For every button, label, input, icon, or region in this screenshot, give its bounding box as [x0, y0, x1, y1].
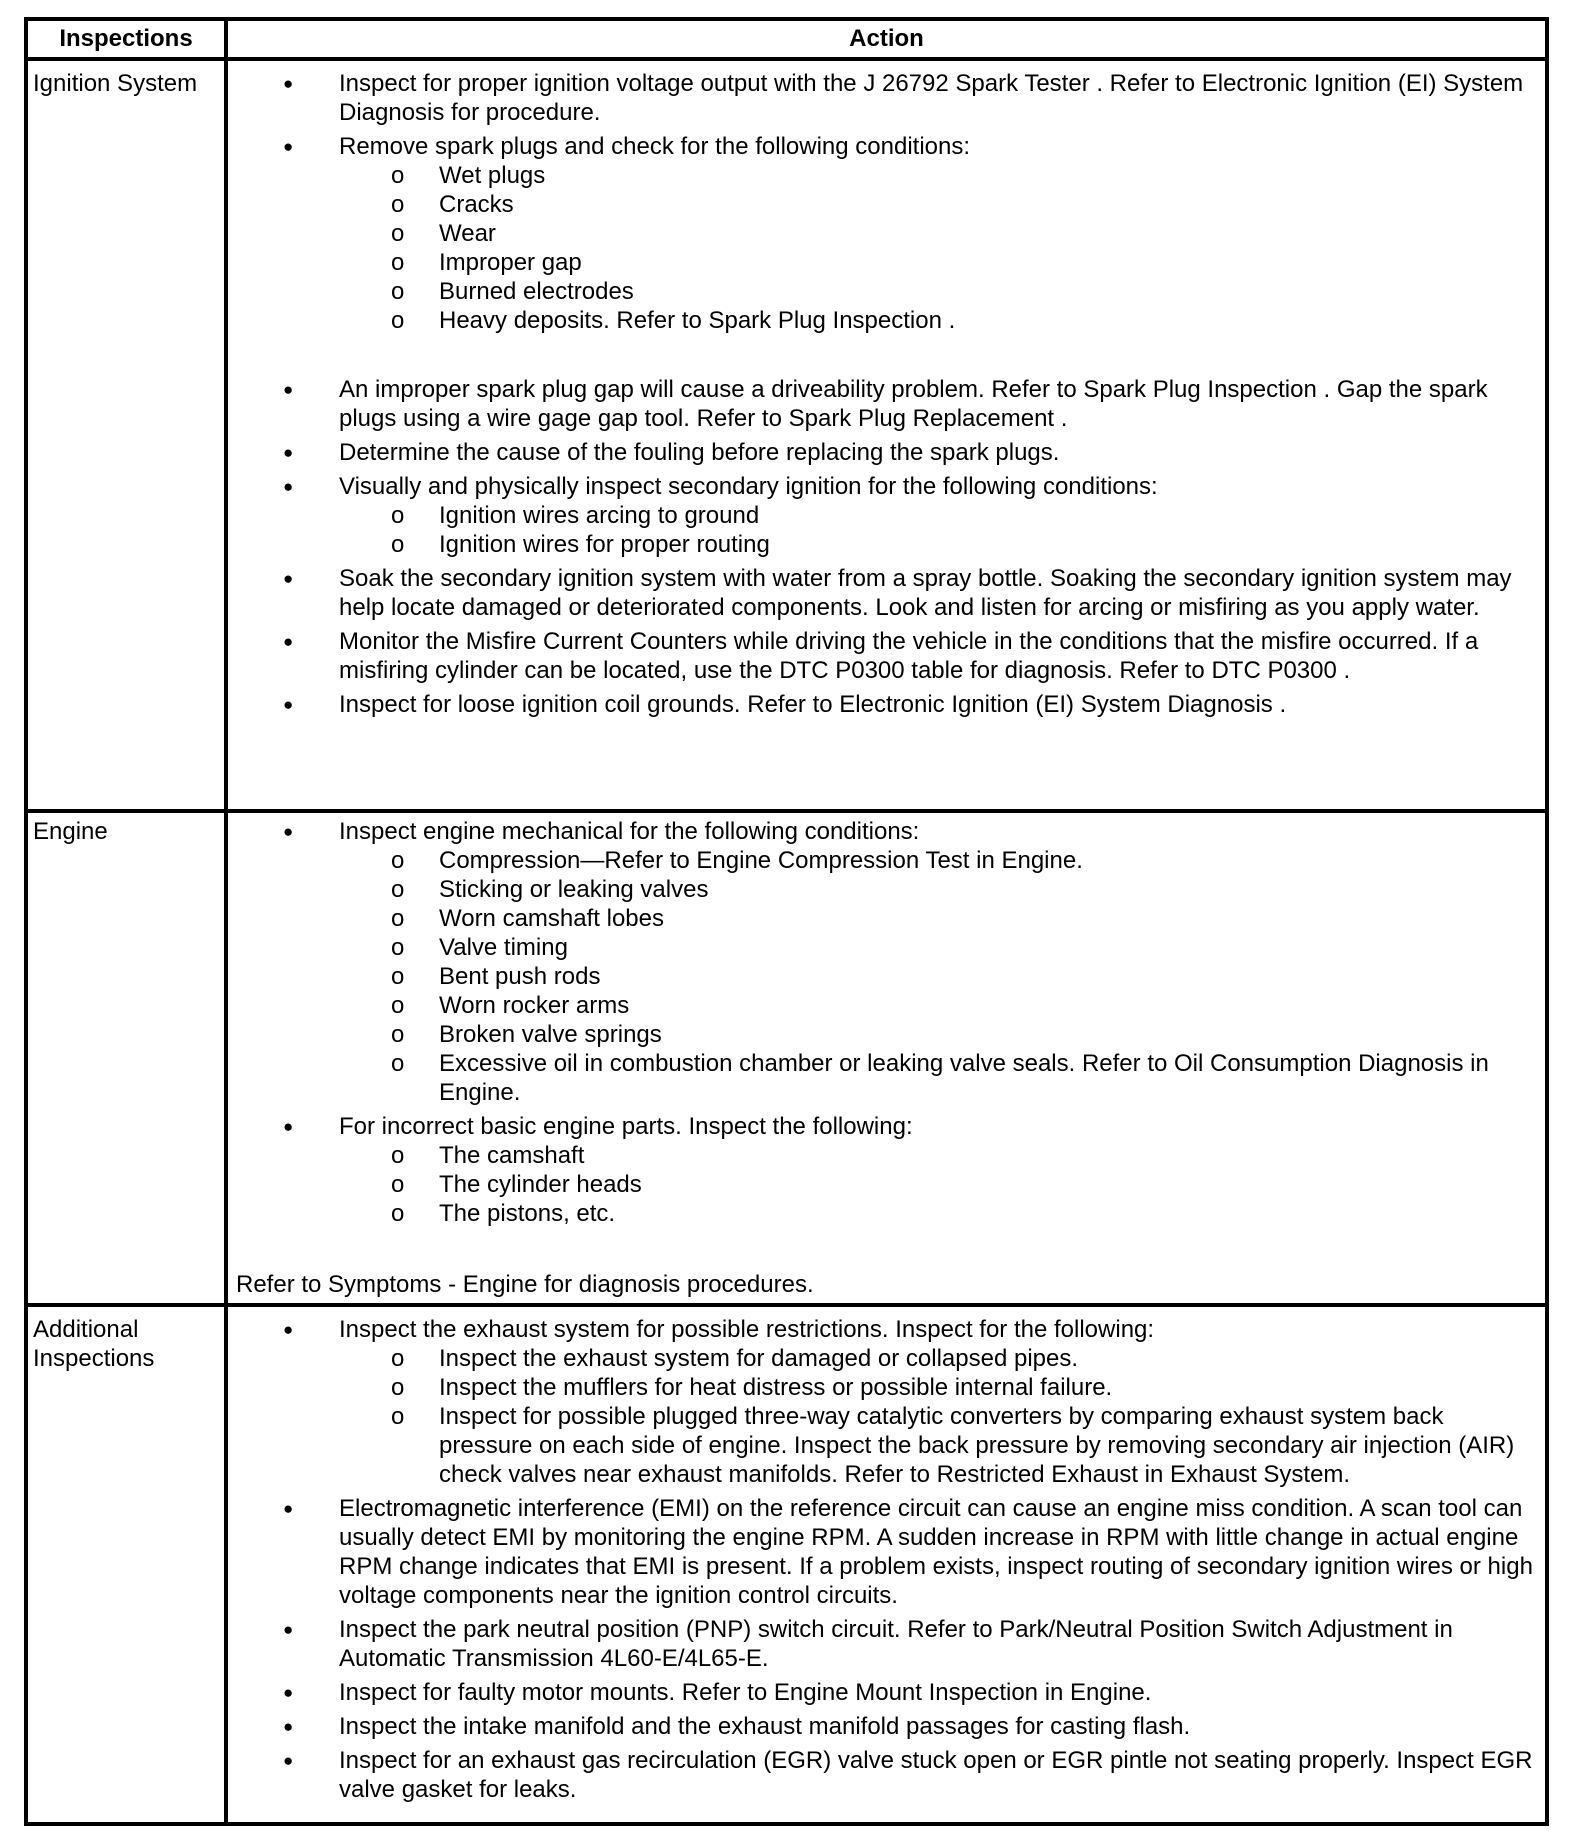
action-cell: [228, 1315, 1545, 1809]
bullet-text: Inspect for loose ignition coil grounds. Refer to Electronic Ignition (EI) System Diagnosis .: [339, 691, 1287, 718]
sub-item: o Ignition wires for proper routing: [339, 530, 1541, 559]
sub-item: o Valve timing: [339, 933, 1541, 962]
table-row-engine: [28, 809, 1545, 1307]
sub-item: o The pistons, etc.: [339, 1199, 1541, 1228]
bullet-text: Visually and physically inspect secondary ignition for the following conditions:: [339, 473, 1158, 500]
bullet-item: [228, 690, 1545, 719]
bullet-text: Remove spark plugs and check for the following conditions:: [339, 133, 971, 160]
sub-list: [339, 1344, 1541, 1489]
bullet-item: [228, 375, 1545, 433]
bullet-item: [228, 627, 1545, 685]
bullet-item: [228, 438, 1545, 467]
sub-item: o Wear: [339, 219, 1541, 248]
bullet-text: Monitor the Misfire Current Counters while driving the vehicle in the conditions that the misfire occurred. If a misfiring cylinder can be located, use the DTC P0300 table for diagnosis. Refer to DTC P0300 .: [339, 628, 1479, 684]
bullet-item: [228, 564, 1545, 622]
inspections-table: [24, 17, 1549, 1826]
sub-item: o The cylinder heads: [339, 1170, 1541, 1199]
sub-item: o Improper gap: [339, 248, 1541, 277]
bullet-text: Soak the secondary ignition system with water from a spray bottle. Soaking the secondary ignition system may help locate damaged or deteriorated components. Look and listen for arcing or misfiring as you apply water.: [339, 565, 1512, 621]
sub-item: o Heavy deposits. Refer to Spark Plug Inspection .: [339, 306, 1541, 335]
header-action: Action: [849, 25, 924, 52]
sub-item: o Excessive oil in combustion chamber or leaking valve seals. Refer to Oil Consumption Diagnosis in Engine.: [339, 1049, 1541, 1107]
bullet-text: Inspect engine mechanical for the following conditions:: [339, 818, 920, 845]
table-header-row: [28, 21, 1545, 57]
bullet-item: [228, 1315, 1545, 1489]
sub-item: o Wet plugs: [339, 161, 1541, 190]
bullet-text: Electromagnetic interference (EMI) on the reference circuit can cause an engine miss condition. A scan tool can usually detect EMI by monitoring the engine RPM. A sudden increase in RPM with little change in actual engine RPM change indicates that EMI is present. If a problem exists, inspect routing of secondary ignition wires or high voltage components near the ignition control circuits.: [339, 1495, 1533, 1609]
bullet-list: [228, 1315, 1545, 1804]
sub-item: o Bent push rods: [339, 962, 1541, 991]
sub-item: o Burned electrodes: [339, 277, 1541, 306]
sub-item: o Compression—Refer to Engine Compression Test in Engine.: [339, 846, 1541, 875]
bullet-text: Inspect the intake manifold and the exhaust manifold passages for casting flash.: [339, 1713, 1191, 1740]
bullet-item: [228, 1712, 1545, 1741]
table-row-additional-inspections: [28, 1303, 1545, 1826]
bullet-item: [228, 1494, 1545, 1610]
action-cell: [228, 69, 1545, 724]
row-note: Refer to Symptoms - Engine for diagnosis procedures.: [236, 1271, 814, 1298]
bullet-item: [228, 1678, 1545, 1707]
row-label: Additional Inspections: [33, 1316, 155, 1372]
row-label: Engine: [33, 818, 108, 845]
bullet-text: Inspect for proper ignition voltage output with the J 26792 Spark Tester . Refer to Electronic Ignition (EI) System Diagnosis for procedure.: [339, 70, 1524, 126]
sub-item: o The camshaft: [339, 1141, 1541, 1170]
sub-item: o Worn rocker arms: [339, 991, 1541, 1020]
bullet-item: [228, 472, 1545, 559]
sub-item: o Broken valve springs: [339, 1020, 1541, 1049]
bullet-text: For incorrect basic engine parts. Inspect the following:: [339, 1113, 913, 1140]
bullet-item: [228, 1746, 1545, 1804]
row-label: Ignition System: [33, 70, 198, 97]
bullet-text: Inspect for an exhaust gas recirculation (EGR) valve stuck open or EGR pintle not seating properly. Inspect EGR valve gasket for leaks.: [339, 1747, 1533, 1803]
bullet-item: [228, 1615, 1545, 1673]
sub-item: o Worn camshaft lobes: [339, 904, 1541, 933]
sub-item: o Ignition wires arcing to ground: [339, 501, 1541, 530]
action-cell: [228, 817, 1545, 1233]
bullet-text: An improper spark plug gap will cause a driveability problem. Refer to Spark Plug Inspection . Gap the spark plugs using a wire gage gap tool. Refer to Spark Plug Replacement .: [339, 376, 1488, 432]
bullet-list: [228, 817, 1545, 1228]
sub-item: o Cracks: [339, 190, 1541, 219]
sub-list: [339, 501, 1541, 559]
bullet-item: [228, 69, 1545, 127]
bullet-text: Determine the cause of the fouling before replacing the spark plugs.: [339, 439, 1060, 466]
sub-item: o Sticking or leaking valves: [339, 875, 1541, 904]
bullet-text: Inspect the exhaust system for possible restrictions. Inspect for the following:: [339, 1316, 1155, 1343]
sub-item: o Inspect for possible plugged three-way catalytic converters by comparing exhaust system back pressure on each side of engine. Inspect the back pressure by removing secondary air injection (AIR) check valves near exhaust manifolds. Refer to Restricted Exhaust in Exhaust System.: [339, 1402, 1541, 1489]
sub-list: [339, 846, 1541, 1107]
sub-list: [339, 161, 1541, 335]
bullet-item: [228, 1112, 1545, 1228]
bullet-list: [228, 69, 1545, 719]
header-inspections: Inspections: [59, 25, 193, 52]
bullet-text: Inspect the park neutral position (PNP) switch circuit. Refer to Park/Neutral Position Switch Adjustment in Automatic Transmission 4L60-E/4L65-E.: [339, 1616, 1453, 1672]
bullet-item: [228, 132, 1545, 335]
bullet-item: [228, 817, 1545, 1107]
bullet-text: Inspect for faulty motor mounts. Refer to Engine Mount Inspection in Engine.: [339, 1679, 1152, 1706]
sub-item: o Inspect the exhaust system for damaged or collapsed pipes.: [339, 1344, 1541, 1373]
sub-item: o Inspect the mufflers for heat distress or possible internal failure.: [339, 1373, 1541, 1402]
table-row-ignition-system: [28, 57, 1545, 813]
sub-list: [339, 1141, 1541, 1228]
